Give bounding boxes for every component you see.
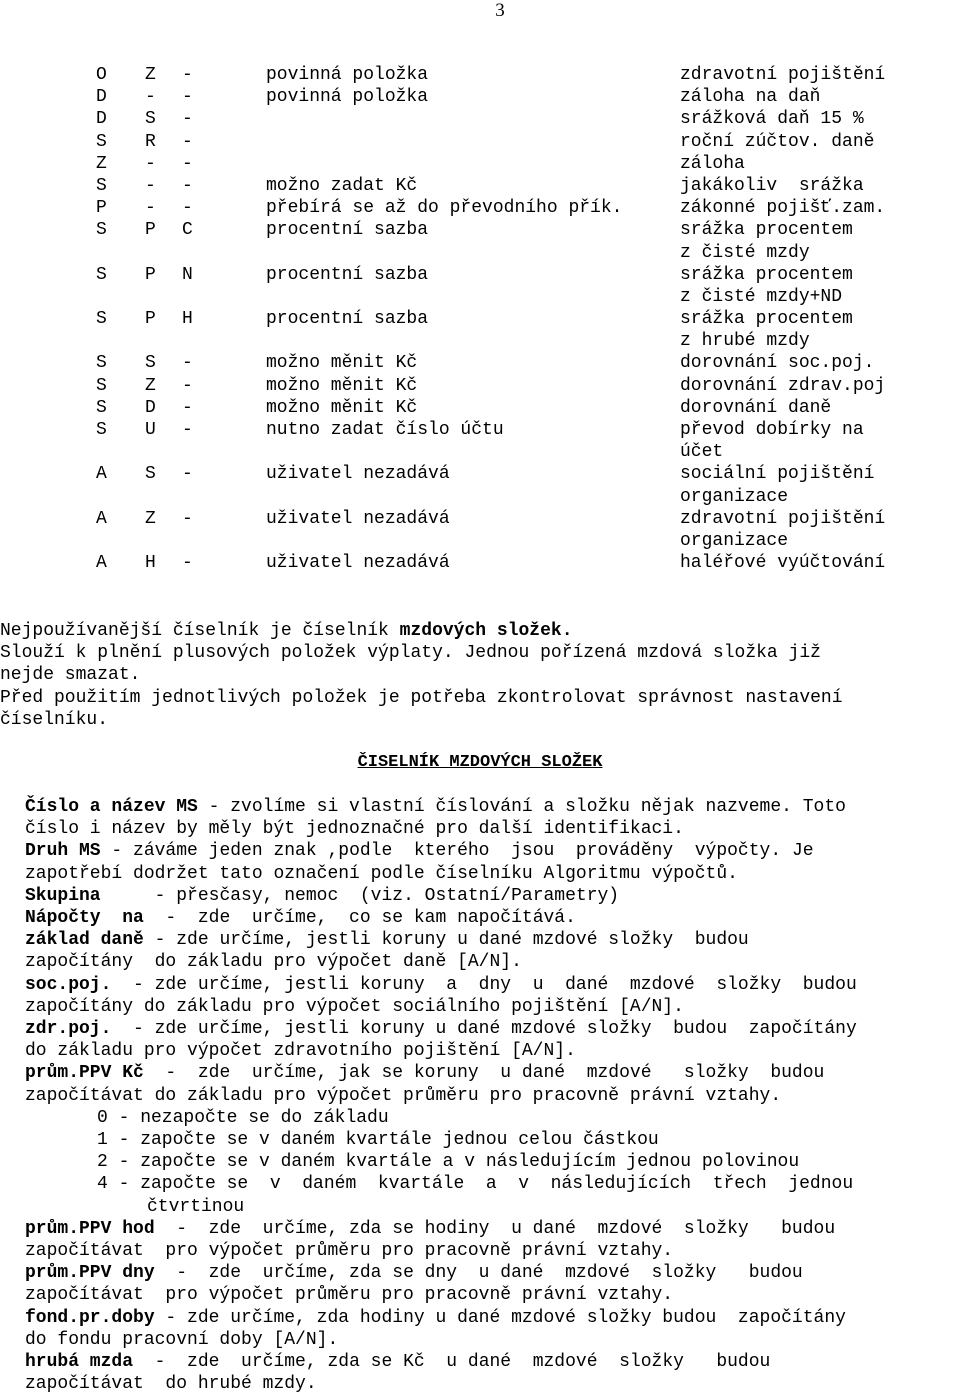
code-table-cell: možno měnit Kč [266, 353, 418, 374]
definition-line [25, 907, 960, 929]
intro-line: číselníku. [0, 709, 109, 730]
definition-line [25, 1262, 960, 1284]
definition-text: zapotřebí dodržet tato označení podle číselníku Algoritmu výpočtů. [25, 863, 738, 884]
definition-text: čtvrtinou [147, 1196, 245, 1217]
definition-text: - zde určíme, zda se dny u dané mzdové složky budou [154, 1263, 803, 1284]
code-table-cell: O [96, 65, 107, 85]
code-table-cell: zdravotní pojištění [680, 508, 886, 529]
definition-text: - zde určíme, jestli koruny u dané mzdové složky budou započítány [111, 1019, 857, 1040]
definition-term: fond.pr.doby [25, 1307, 155, 1328]
code-table-cell: S [96, 397, 107, 418]
definition-line [25, 1151, 960, 1173]
code-table-cell: - [182, 175, 193, 196]
definition-line [25, 1351, 960, 1373]
code-table-cell: srážka procentem [680, 309, 853, 330]
definition-term: zdr.poj. [25, 1019, 112, 1040]
definition-line [25, 1107, 960, 1129]
code-table-cell: nutno zadat číslo účtu [266, 420, 504, 440]
definition-text: 2 - započte se v daném kvartále a v následujícím jednou polovinou [97, 1152, 800, 1173]
code-table-cell: - [182, 375, 193, 396]
code-table-cell: - [145, 175, 156, 196]
code-table-cell: srážka procentem [680, 220, 853, 241]
definition-line [25, 996, 960, 1018]
code-table-cell: možno měnit Kč [266, 397, 418, 418]
intro-line: nejde smazat. [0, 665, 141, 686]
code-table-cell: záloha na daň [680, 87, 821, 108]
code-table-cell: možno měnit Kč [266, 375, 418, 396]
definition-line [25, 974, 960, 996]
code-table-cell: D [96, 87, 107, 108]
intro-emphasis: mzdových složek. [399, 621, 573, 641]
code-table-cell: možno zadat Kč [266, 175, 418, 196]
code-table-cell: P [145, 309, 156, 330]
definition-term: hrubá mzda [25, 1352, 134, 1373]
intro-line [0, 620, 960, 642]
code-table-cell: R [145, 131, 156, 152]
definition-text: - zde určíme, zda se hodiny u dané mzdové složky budou [154, 1218, 836, 1239]
code-table-cell: - [182, 65, 193, 85]
definition-line [25, 1018, 960, 1040]
intro-text: Nejpoužívanější číselník je číselník [0, 621, 400, 641]
code-table-cell: Z [96, 153, 107, 174]
code-table-cell: dorovnání soc.poj. [680, 353, 875, 374]
code-table-cell: z čisté mzdy+ND [680, 286, 843, 307]
code-table-cell: A [96, 553, 107, 574]
code-table-cell: S [96, 264, 107, 285]
definition-line [25, 1173, 960, 1195]
definition-text: započítávat pro výpočet průměru pro pracovně právní vztahy. [25, 1241, 674, 1262]
code-table-cell: haléřové vyúčtování [680, 553, 886, 574]
code-table-cell: U [145, 420, 156, 440]
definition-text: 4 - započte se v daném kvartále a v následujících třech jednou [97, 1174, 854, 1195]
definition-line [25, 796, 960, 818]
definition-text: do fondu pracovní doby [A/N]. [25, 1329, 339, 1350]
definition-text: do základu pro výpočet zdravotního pojištění [A/N]. [25, 1041, 576, 1062]
code-table-cell: S [96, 420, 107, 440]
code-table-cell: - [182, 553, 193, 574]
code-table-cell: Z [145, 508, 156, 529]
definition-term: soc.poj. [25, 974, 112, 995]
section-heading: ČISELNÍK MZDOVÝCH SLOŽEK [357, 753, 603, 772]
code-table-cell: S [96, 220, 107, 241]
code-table-cell: - [182, 109, 193, 130]
definition-text: 0 - nezapočte se do základu [97, 1107, 389, 1128]
definition-text: - zvolíme si vlastní číslování a složku nějak nazveme. Toto [197, 797, 846, 817]
code-table-cell: P [145, 264, 156, 285]
code-table-cell: S [96, 309, 107, 330]
code-table-cell: organizace [680, 486, 789, 507]
code-table-cell: A [96, 464, 107, 485]
code-table-cell: P [145, 220, 156, 241]
definition-term: Číslo a název MS [25, 797, 198, 817]
code-table-cell: - [182, 464, 193, 485]
definition-term: Nápočty na [25, 908, 144, 929]
code-table-cell: - [145, 153, 156, 174]
definition-text: 1 - započte se v daném kvartále jednou celou částkou [97, 1130, 659, 1151]
code-table-cell: sociální pojištění [680, 464, 875, 485]
definition-line [25, 1307, 960, 1329]
code-table-cell: H [145, 553, 156, 574]
definition-line [25, 1240, 960, 1262]
code-table-cell: C [182, 220, 193, 241]
definition-text: - zde určíme, co se kam napočítává. [143, 908, 576, 929]
definition-text: započítávat pro výpočet průměru pro pracovně právní vztahy. [25, 1285, 674, 1306]
code-table-cell: srážková daň 15 % [680, 109, 864, 130]
code-table-cell: D [145, 397, 156, 418]
code-table-cell: N [182, 264, 193, 285]
definition-text: započítávat do základu pro výpočet průměru pro pracovně právní vztahy. [25, 1085, 782, 1106]
definition-text: číslo i název by měly být jednoznačné pro další identifikaci. [25, 819, 684, 840]
code-table-cell: - [182, 198, 193, 219]
code-table-cell: A [96, 508, 107, 529]
definition-text: - zde určíme, jestli koruny a dny u dané mzdové složky budou [111, 974, 857, 995]
definition-text: - zde určíme, jestli koruny u dané mzdové složky budou [143, 930, 749, 951]
code-table-cell: S [96, 175, 107, 196]
code-table-cell: srážka procentem [680, 264, 853, 285]
code-table-cell: zákonné pojišť.zam. [680, 198, 886, 219]
code-table-cell: - [182, 353, 193, 374]
code-table-cell: - [145, 198, 156, 219]
intro-paragraph [0, 620, 960, 731]
definition-line [25, 1284, 960, 1306]
code-table-cell: S [96, 131, 107, 152]
definition-line [25, 840, 960, 862]
code-table-cell: Z [145, 65, 156, 85]
code-table-cell: S [145, 109, 156, 130]
definition-term: Skupina [25, 885, 101, 906]
code-table-cell: - [182, 420, 193, 440]
definition-line [25, 951, 960, 973]
definition-text: - zde určíme, zda se Kč u dané mzdové složky budou [133, 1352, 771, 1373]
code-table-cell: organizace [680, 530, 789, 551]
code-table-cell: zdravotní pojištění [680, 65, 886, 85]
code-table-cell: záloha [680, 153, 745, 174]
code-table-cell: roční zúčtov. daně [680, 131, 875, 152]
code-table-cell: uživatel nezadává [266, 508, 450, 529]
definition-term: prům.PPV dny [25, 1263, 155, 1284]
definition-text: - zde určíme, jak se koruny u dané mzdové složky budou [143, 1063, 825, 1084]
code-table-cell: z hrubé mzdy [680, 331, 810, 352]
definition-line [25, 1196, 960, 1218]
code-table-cell: procentní sazba [266, 309, 429, 330]
code-table-cell: z čisté mzdy [680, 242, 810, 263]
code-table-cell: uživatel nezadává [266, 464, 450, 485]
code-table-cell: Z [145, 375, 156, 396]
definition-line [25, 1129, 960, 1151]
definition-text: - zde určíme, zda hodiny u dané mzdové složky budou započítány [154, 1307, 846, 1328]
code-table-cell: - [145, 87, 156, 108]
intro-line: Slouží k plnění plusových položek výplaty. Jednou pořízená mzdová složka již [0, 643, 821, 664]
code-table-cell: S [96, 353, 107, 374]
definition-text: započítány do základu pro výpočet sociálního pojištění [A/N]. [25, 996, 684, 1017]
code-table-cell: povinná položka [266, 87, 429, 108]
code-table-cell: dorovnání daně [680, 397, 832, 418]
code-table-cell: - [182, 131, 193, 152]
definition-line [25, 1218, 960, 1240]
code-table-cell: - [182, 153, 193, 174]
code-table-cell: D [96, 109, 107, 130]
definition-text: započítány do základu pro výpočet daně [A/N]. [25, 952, 522, 973]
code-table-cell: uživatel nezadává [266, 553, 450, 574]
definition-text: - záváme jeden znak ,podle kterého jsou prováděny výpočty. Je [100, 841, 814, 862]
code-table-cell: povinná položka [266, 65, 429, 85]
definition-line [25, 1040, 960, 1062]
definition-text: - přesčasy, nemoc (viz. Ostatní/Parametry) [100, 885, 620, 906]
code-table-cell: procentní sazba [266, 264, 429, 285]
code-table-cell: - [182, 87, 193, 108]
code-table-cell: H [182, 309, 193, 330]
code-table-cell: přebírá se až do převodního přík. [266, 198, 623, 219]
definition-term: prům.PPV Kč [25, 1063, 144, 1084]
code-table-cell: procentní sazba [266, 220, 429, 241]
definition-term: Druh MS [25, 841, 101, 862]
code-table-cell: - [182, 397, 193, 418]
page-number: 3 [495, 0, 505, 21]
code-table-cell: - [182, 508, 193, 529]
definition-line [25, 818, 960, 840]
code-table-cell: S [145, 353, 156, 374]
definition-line [25, 1329, 960, 1351]
code-table-cell: P [96, 198, 107, 219]
code-table-cell: S [96, 375, 107, 396]
definition-text: započítávat do hrubé mzdy. [25, 1374, 317, 1395]
definition-line [25, 1085, 960, 1107]
definition-line [25, 863, 960, 885]
definition-line [25, 1062, 960, 1084]
definition-line [25, 929, 960, 951]
code-table-cell: S [145, 464, 156, 485]
code-table-cell: účet [680, 442, 724, 463]
definitions-list [25, 796, 960, 1395]
definition-line [25, 1373, 960, 1395]
definition-term: prům.PPV hod [25, 1218, 155, 1239]
intro-line: Před použitím jednotlivých položek je potřeba zkontrolovat správnost nastavení [0, 687, 843, 708]
code-table-cell: jakákoliv srážka [680, 175, 864, 196]
code-table-cell: dorovnání zdrav.poj [680, 375, 886, 396]
definition-term: základ daně [25, 930, 144, 951]
code-table-cell: převod dobírky na [680, 420, 864, 440]
definition-line [25, 885, 960, 907]
